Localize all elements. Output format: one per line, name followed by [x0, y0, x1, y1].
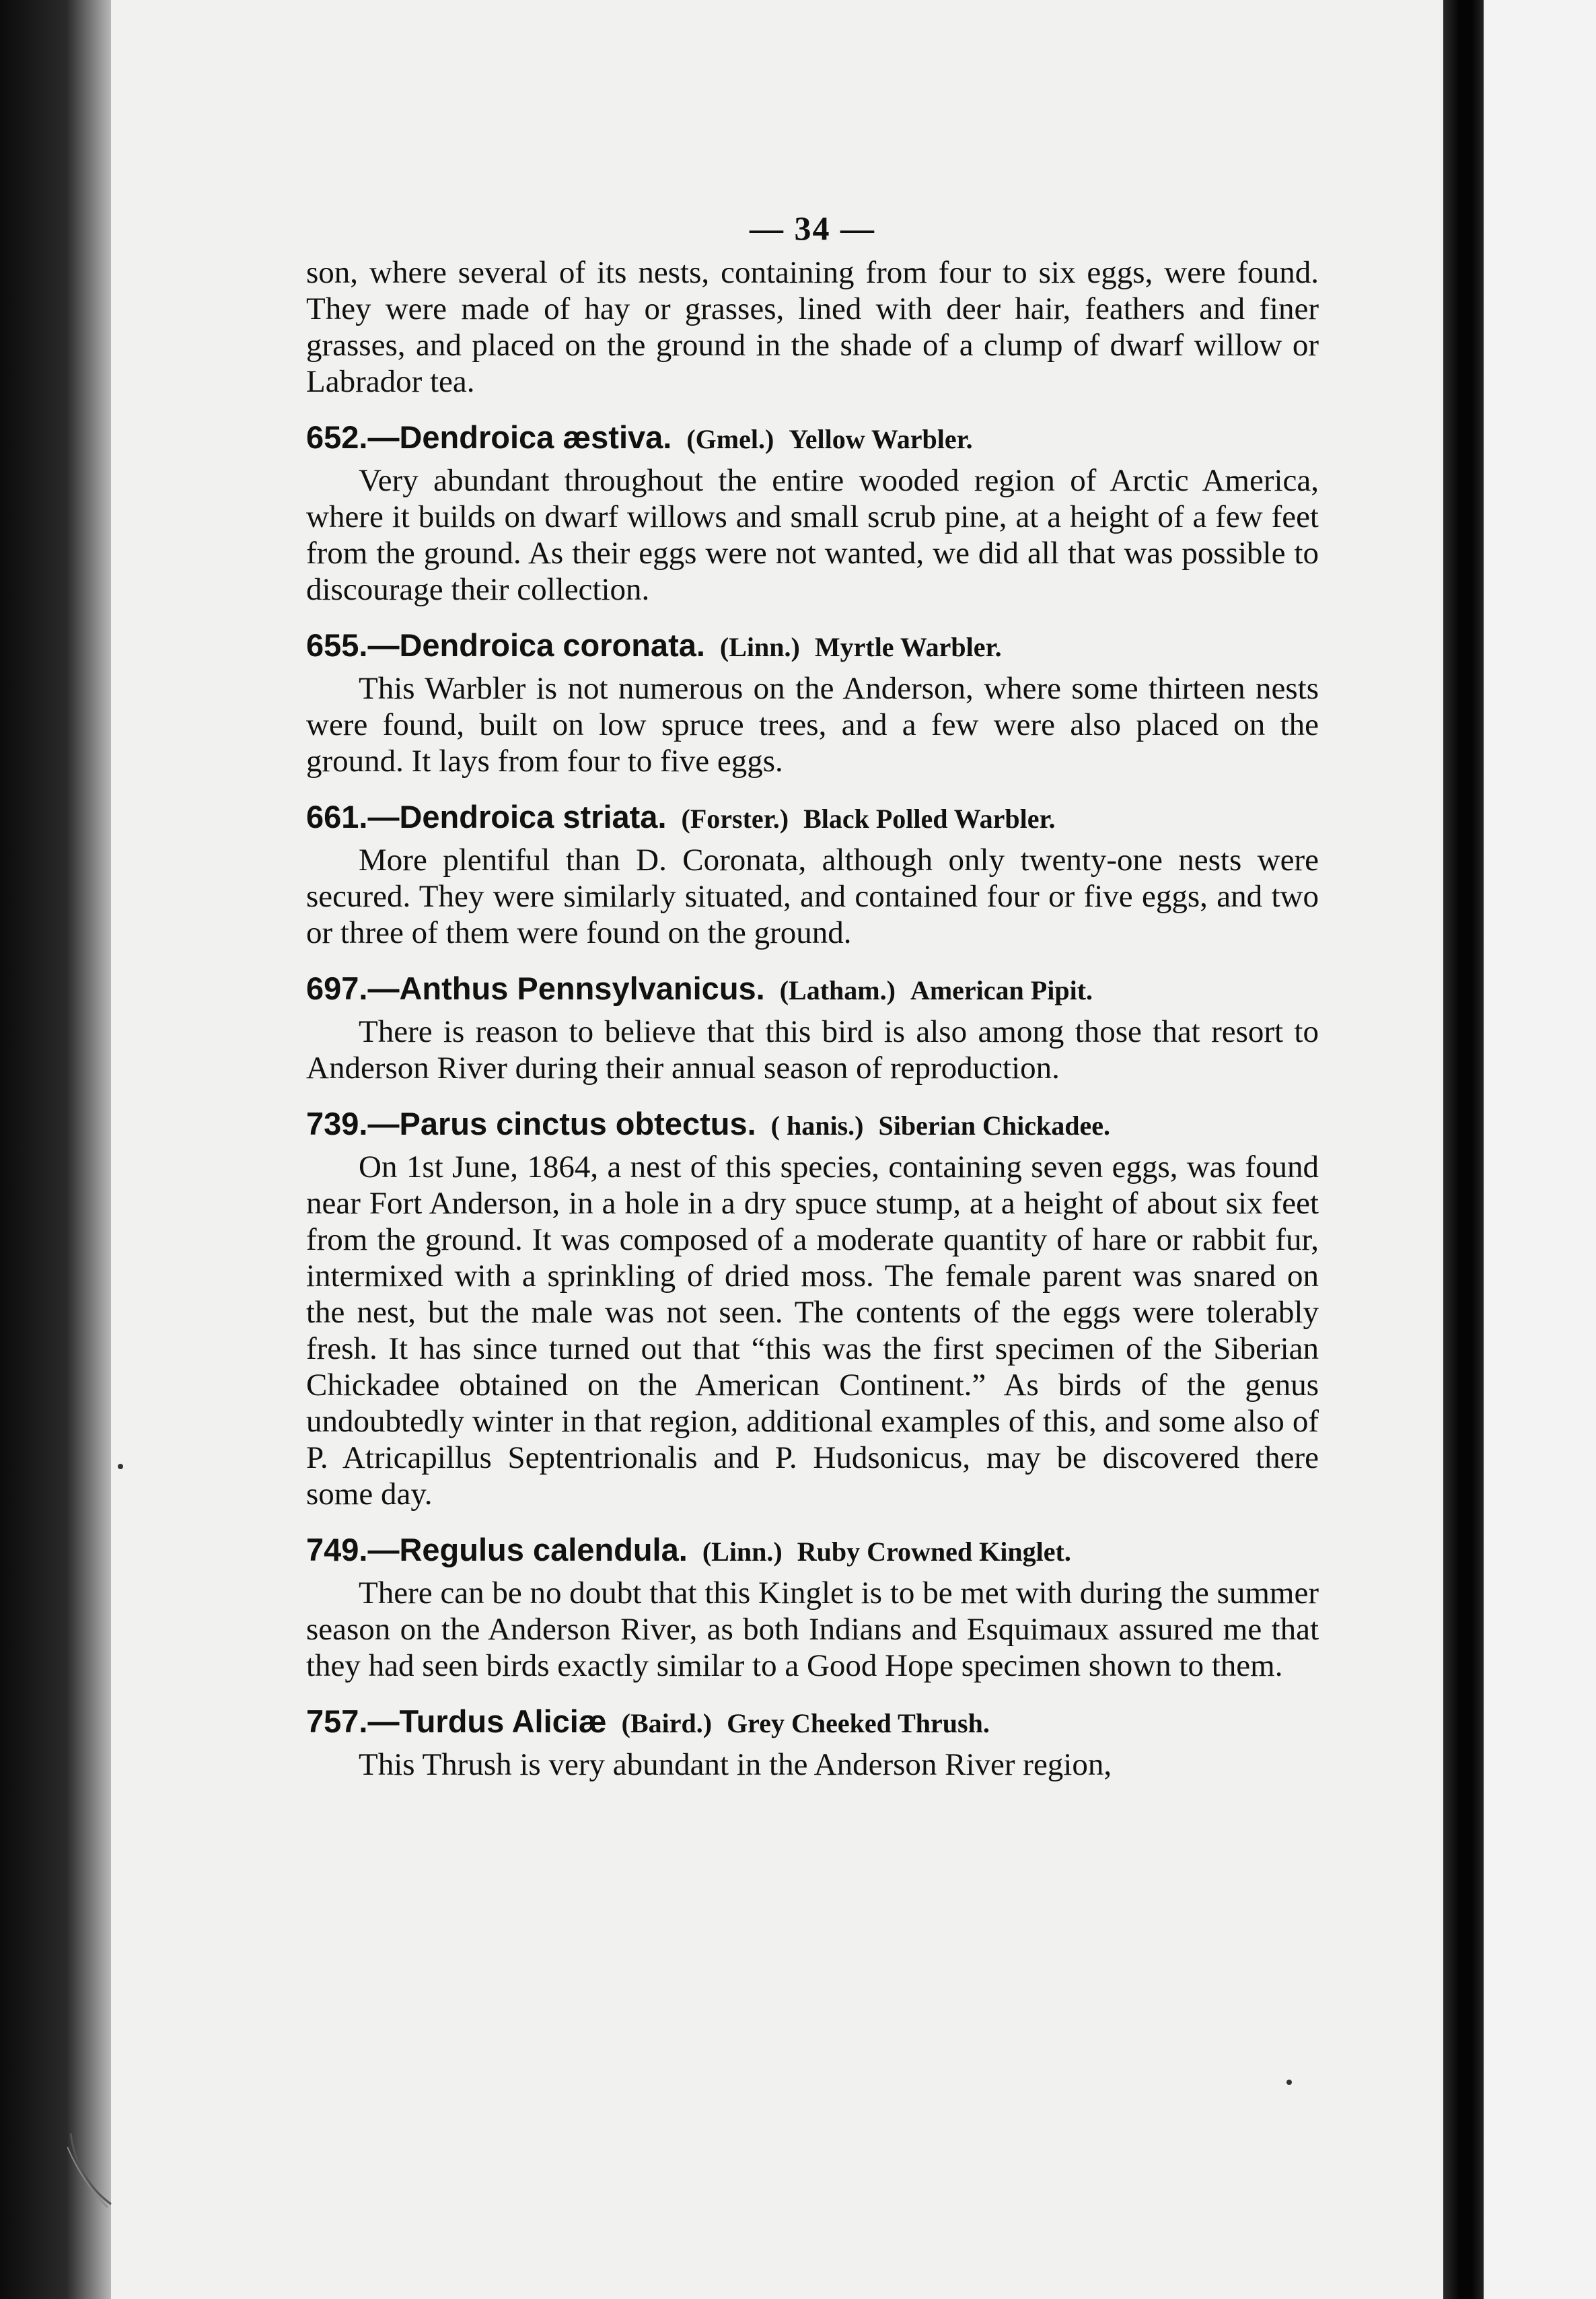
species-author: (Baird.) [621, 1708, 713, 1738]
species-number-name: 655.—Dendroica coronata. [306, 627, 705, 663]
margin-speck [1286, 2080, 1292, 2085]
species-entry [306, 627, 1319, 779]
entry-paragraph: More plentiful than D. Coronata, although only twenty-one nests were secured. They were similarly situated, and contained four or five eggs, and two or three of them were found on the ground. [306, 843, 1319, 950]
entry-heading [306, 627, 1319, 664]
entry-paragraph: Very abundant throughout the entire wooded region of Arctic America, where it builds on dwarf willows and small scrub pine, at a height of a few feet from the ground. As their eggs were not wanted, we did all that was possible to discourage their collection. [306, 463, 1319, 607]
species-entry [306, 970, 1319, 1086]
species-number-name: 739.—Parus cinctus obtectus. [306, 1106, 756, 1141]
entry-paragraph: On 1st June, 1864, a nest of this species, containing seven eggs, was found near Fort Anderson, in a hole in a dry spuce stump, at a height of about six feet from the ground. It was composed of a moderate quantity of hare or rabbit fur, intermixed with a sprinkling of dried moss. The female parent was snared on the nest, but the male was not seen. The contents of the eggs were tolerably fresh. It has since turned out that “this was the first specimen of the Siberian Chickadee obtained on the American Continent.” As birds of the genus undoubtedly winter in that region, additional examples of this, and some also of P. Atricapillus Septentrionalis and P. Hudsonicus, may be discovered there some day. [306, 1150, 1319, 1512]
entry-paragraph: This Thrush is very abundant in the Anderson River region, [359, 1747, 1112, 1782]
entry-paragraph: There can be no doubt that this Kinglet is to be met with during the summer season on the Anderson River, as both Indians and Esquimaux assured me that they had seen birds exactly similar to a Good Hope specimen shown to them. [306, 1576, 1319, 1683]
species-entry [306, 419, 1319, 608]
margin-speck [118, 1464, 123, 1469]
species-common-name: Ruby Crowned Kinglet. [797, 1536, 1071, 1567]
species-common-name: Myrtle Warbler. [814, 632, 1002, 662]
facing-page-edge [1484, 0, 1596, 2299]
entry-heading [306, 1105, 1319, 1142]
entry-heading [306, 1703, 1319, 1740]
continuation-paragraph: son, where several of its nests, containing from four to six eggs, were found. They were made of hay or grasses, lined with deer hair, feathers and finer grasses, and placed on the ground in the shade of a clump of dwarf willow or Labrador tea. [306, 255, 1319, 399]
species-author: (Linn.) [702, 1536, 783, 1567]
species-number-name: 757.—Turdus Aliciæ [306, 1703, 607, 1739]
page-corner-curl [67, 2133, 114, 2207]
species-entry [306, 798, 1319, 951]
species-number-name: 697.—Anthus Pennsylvanicus. [306, 970, 765, 1006]
species-entry [306, 1703, 1319, 1783]
species-author: ( hanis.) [770, 1110, 864, 1141]
species-number-name: 652.—Dendroica æstiva. [306, 419, 672, 455]
text-column [306, 209, 1319, 1783]
species-entry [306, 1531, 1319, 1684]
entry-heading [306, 1531, 1319, 1568]
entry-paragraph: This Warbler is not numerous on the Anderson, where some thirteen nests were found, built on low spruce trees, and a few were also placed on the ground. It lays from four to five eggs. [306, 671, 1319, 779]
species-author: (Forster.) [681, 804, 789, 834]
species-common-name: Grey Cheeked Thrush. [727, 1708, 990, 1738]
species-common-name: Siberian Chickadee. [878, 1110, 1110, 1141]
species-author: (Linn.) [719, 632, 800, 662]
species-common-name: Yellow Warbler. [789, 424, 973, 454]
entry-paragraph: There is reason to believe that this bird is also among those that resort to Anderson River during their annual season of reproduction. [306, 1014, 1319, 1086]
entry-heading [306, 798, 1319, 835]
entry-heading [306, 970, 1319, 1007]
book-gutter [1443, 0, 1484, 2299]
species-number-name: 661.—Dendroica striata. [306, 799, 667, 835]
page-number: — 34 — [750, 209, 875, 247]
species-number-name: 749.—Regulus calendula. [306, 1532, 688, 1567]
species-author: (Gmel.) [686, 424, 774, 454]
page-left-edge [0, 0, 121, 2299]
entry-heading [306, 419, 1319, 456]
species-author: (Latham.) [779, 975, 896, 1005]
species-entry [306, 1105, 1319, 1512]
species-common-name: American Pipit. [910, 975, 1093, 1005]
species-common-name: Black Polled Warbler. [803, 804, 1056, 834]
